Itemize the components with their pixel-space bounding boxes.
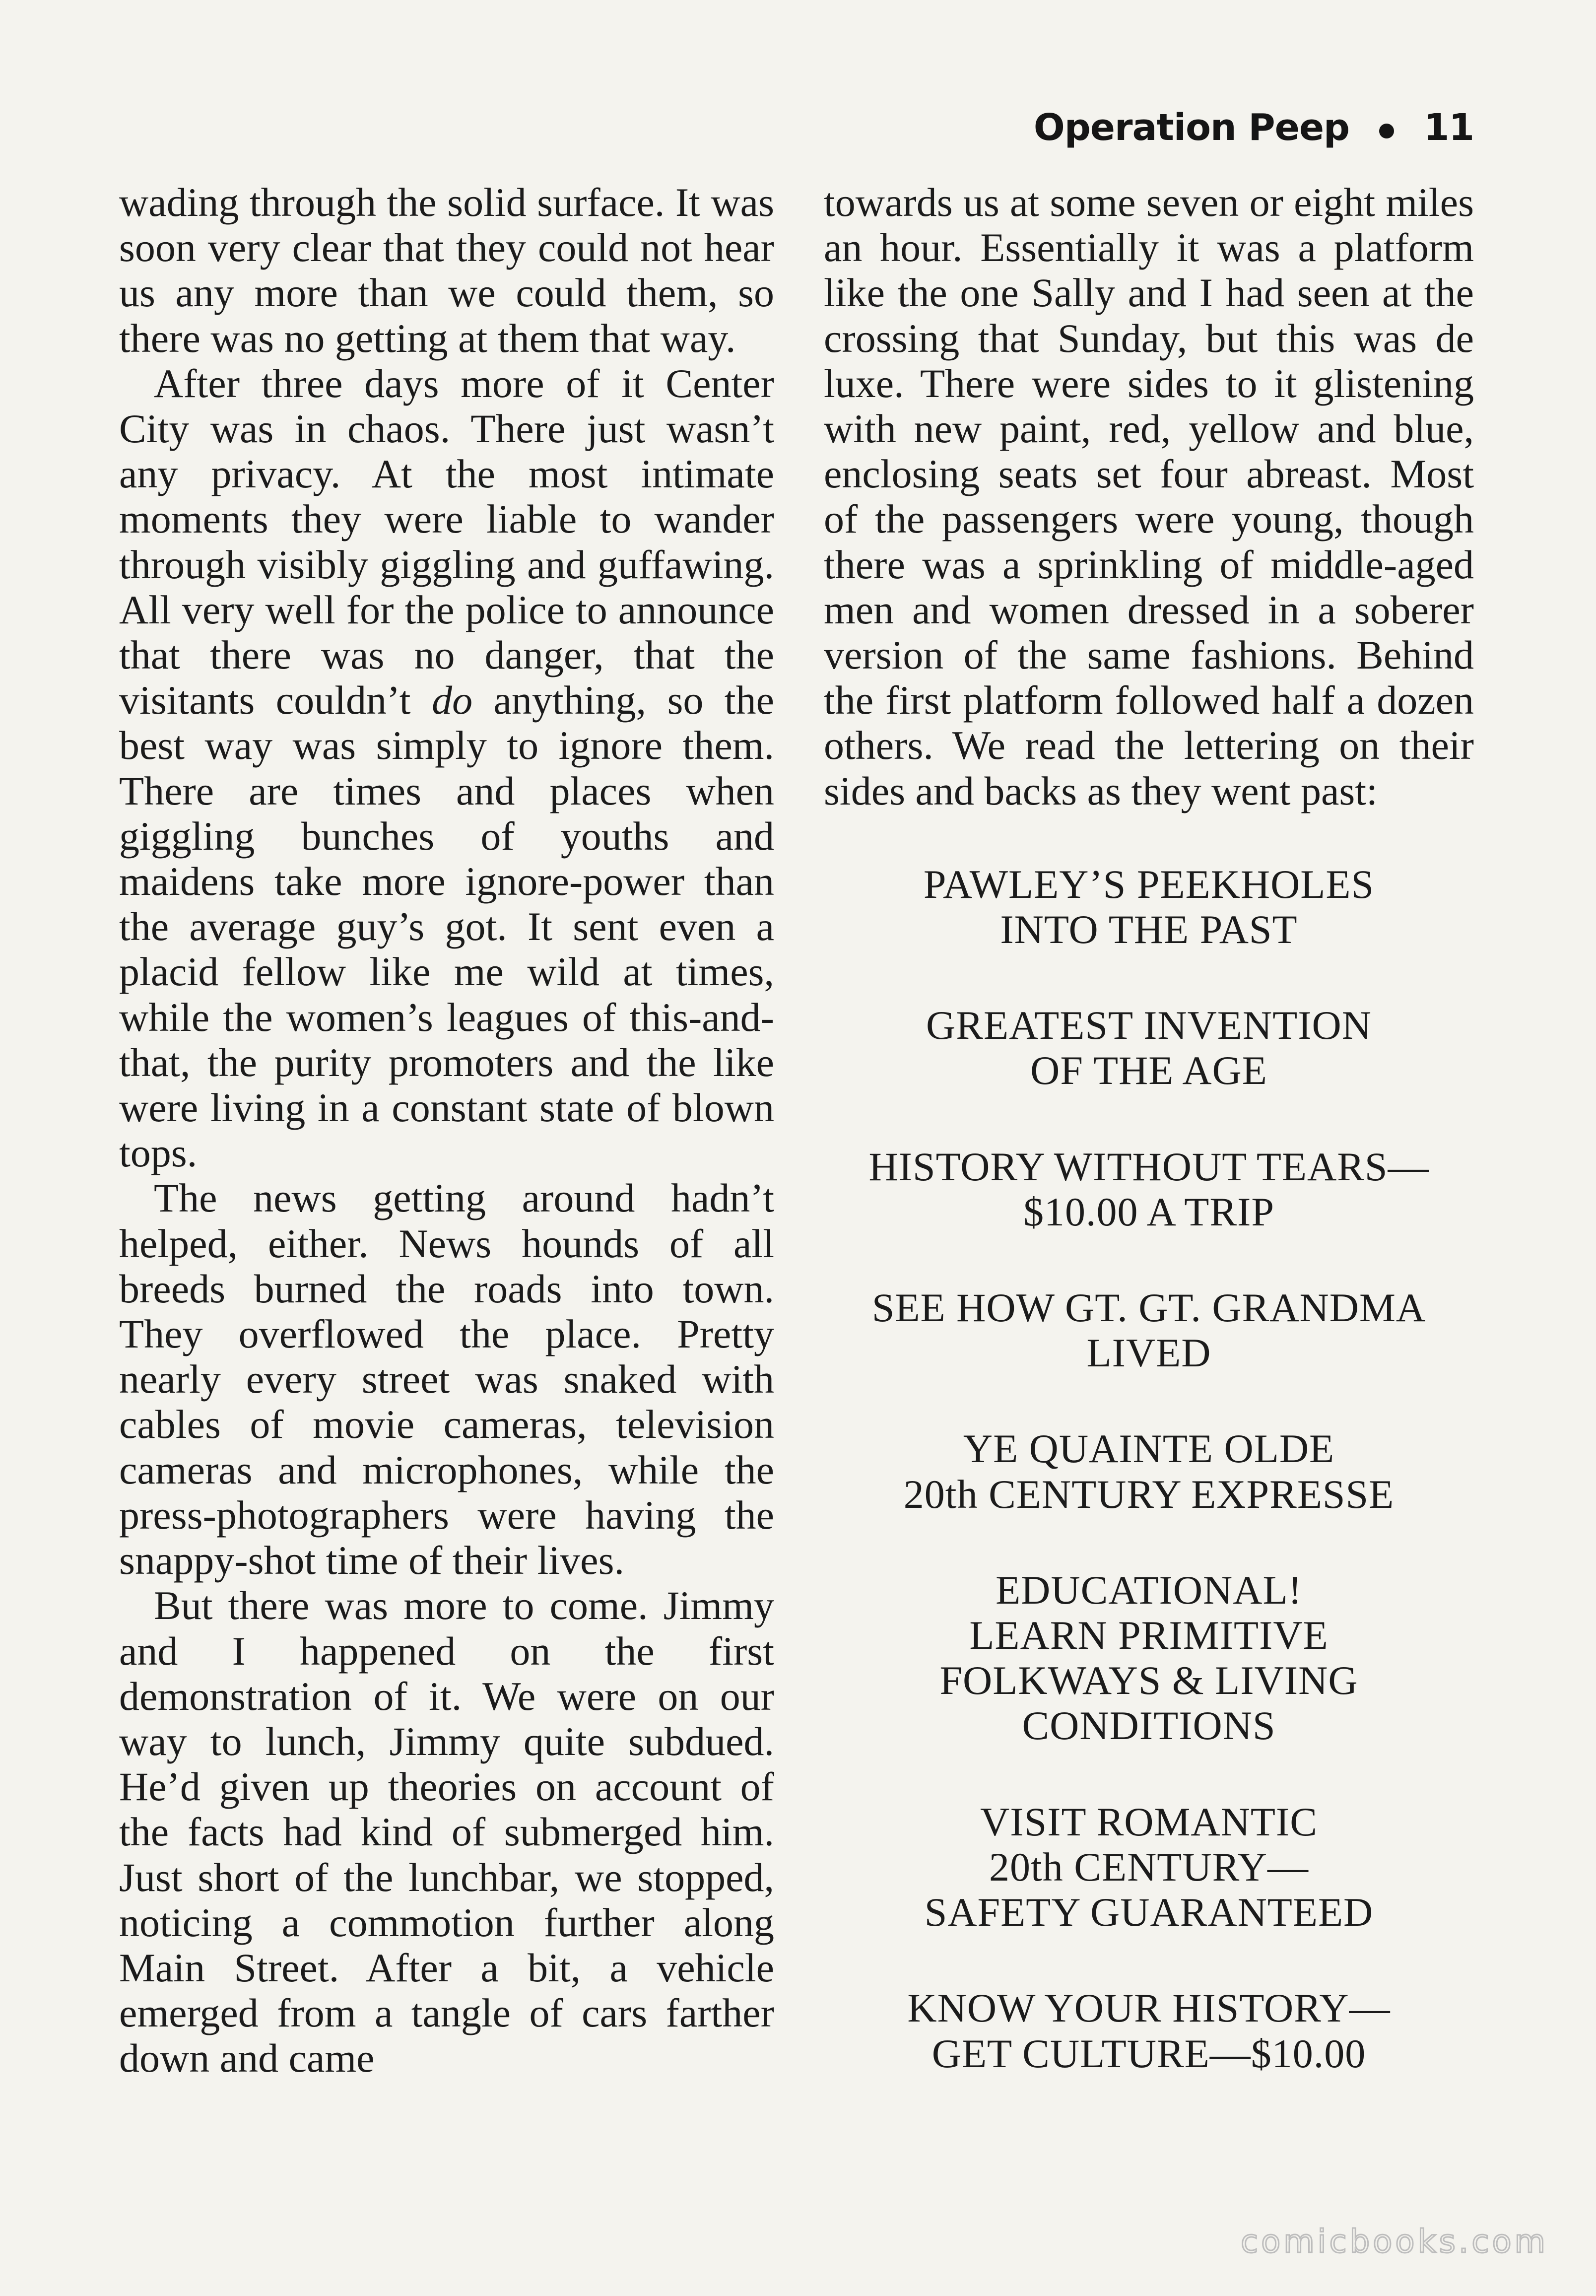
sign-line: INTO THE PAST bbox=[1000, 907, 1298, 952]
sign-block bbox=[824, 1985, 1474, 2076]
sign-list bbox=[824, 862, 1474, 2076]
sign-line: GET CULTURE—$10.00 bbox=[931, 2030, 1366, 2076]
sign-line: LEARN PRIMITIVE bbox=[969, 1613, 1329, 1658]
paragraph-2-emphasis: do bbox=[432, 677, 473, 723]
watermark: comicbooks.com bbox=[1240, 2224, 1548, 2260]
sign-block bbox=[824, 1144, 1474, 1234]
sign-block bbox=[824, 1426, 1474, 1516]
paragraph-2-text-b: anything, so the best way was simply to ignore them. There are times and places when giggling bunches of youths and maidens take more ignore-power than the average guy’s got. It sent even a placid fellow like me wild at times, while the women’s leagues of this-and-that, the purity promoters and the like were living in a constant state of blown tops. bbox=[119, 677, 774, 1176]
sign-block bbox=[824, 1003, 1474, 1093]
page-number: 11 bbox=[1424, 106, 1474, 149]
left-column bbox=[119, 180, 774, 2081]
sign-block bbox=[824, 1567, 1474, 1749]
sign-line: 20th CENTURY— bbox=[989, 1844, 1309, 1890]
sign-line: SAFETY GUARANTEED bbox=[924, 1890, 1374, 1935]
running-head bbox=[1034, 106, 1474, 149]
sign-line: SEE HOW GT. GT. GRANDMA bbox=[871, 1285, 1426, 1331]
sign-line: 20th CENTURY EXPRESSE bbox=[903, 1471, 1395, 1517]
paragraph-5: towards us at some seven or eight miles an hour. Essentially it was a platform like the one Sally and I had seen at the crossing that Sunday, but this was de luxe. There were sides to it glistening with new paint, red, yellow and blue, enclosing seats set four abreast. Most of the passengers were young, though there was a sprinkling of middle-aged men and women dressed in a soberer version of the same fashions. Behind the first platform followed half a dozen others. We read the lettering on their sides and backs as they went past: bbox=[824, 180, 1474, 813]
right-column bbox=[824, 180, 1474, 2127]
sign-block bbox=[824, 1799, 1474, 1935]
paragraph-3: The news getting around hadn’t helped, either. News hounds of all breeds burned the roads into town. They overflowed the place. Pretty nearly every street was snaked with cables of movie cameras, television cameras and microphones, while the press-photographers were having the snappy-shot time of their lives. bbox=[119, 1175, 774, 1583]
paragraph-2-text-a: After three days more of it Center City was in chaos. There just wasn’t any privacy. At the most intimate moments they were liable to wander through visibly giggling and guffawing. All very well for the police to announce that there was no danger, that the visitants couldn’t bbox=[119, 360, 774, 723]
sign-line: EDUCATIONAL! bbox=[996, 1567, 1302, 1613]
running-title: Operation Peep bbox=[1033, 106, 1350, 149]
sign-line: VISIT ROMANTIC bbox=[980, 1799, 1318, 1844]
sign-block bbox=[824, 862, 1474, 952]
sign-line: FOLKWAYS & LIVING bbox=[939, 1658, 1358, 1703]
sign-line: HISTORY WITHOUT TEARS— bbox=[868, 1144, 1429, 1189]
sign-line: CONDITIONS bbox=[1022, 1703, 1276, 1749]
bullet-dot bbox=[1379, 124, 1394, 138]
paragraph-1: wading through the solid surface. It was soon very clear that they could not hear us any more than we could them, so there was no getting at them that way. bbox=[119, 180, 774, 361]
paragraph-2 bbox=[119, 361, 774, 1176]
sign-line: KNOW YOUR HISTORY— bbox=[907, 1985, 1391, 2031]
sign-block bbox=[824, 1285, 1474, 1375]
sign-line: $10.00 A TRIP bbox=[1023, 1189, 1274, 1234]
sign-line: GREATEST INVENTION bbox=[926, 1003, 1372, 1048]
sign-line: PAWLEY’S PEEKHOLES bbox=[923, 861, 1375, 907]
sign-line: LIVED bbox=[1086, 1330, 1211, 1376]
paragraph-4: But there was more to come. Jimmy and I happened on the first demonstration of it. We were on our way to lunch, Jimmy quite subdued. He’d given up theories on account of the facts had kind of submerged him. Just short of the lunchbar, we stopped, noticing a commotion further along Main Street. After a bit, a vehicle emerged from a tangle of cars farther down and came bbox=[119, 1583, 774, 2081]
sign-line: OF THE AGE bbox=[1030, 1048, 1267, 1093]
sign-line: YE QUAINTE OLDE bbox=[963, 1426, 1335, 1472]
